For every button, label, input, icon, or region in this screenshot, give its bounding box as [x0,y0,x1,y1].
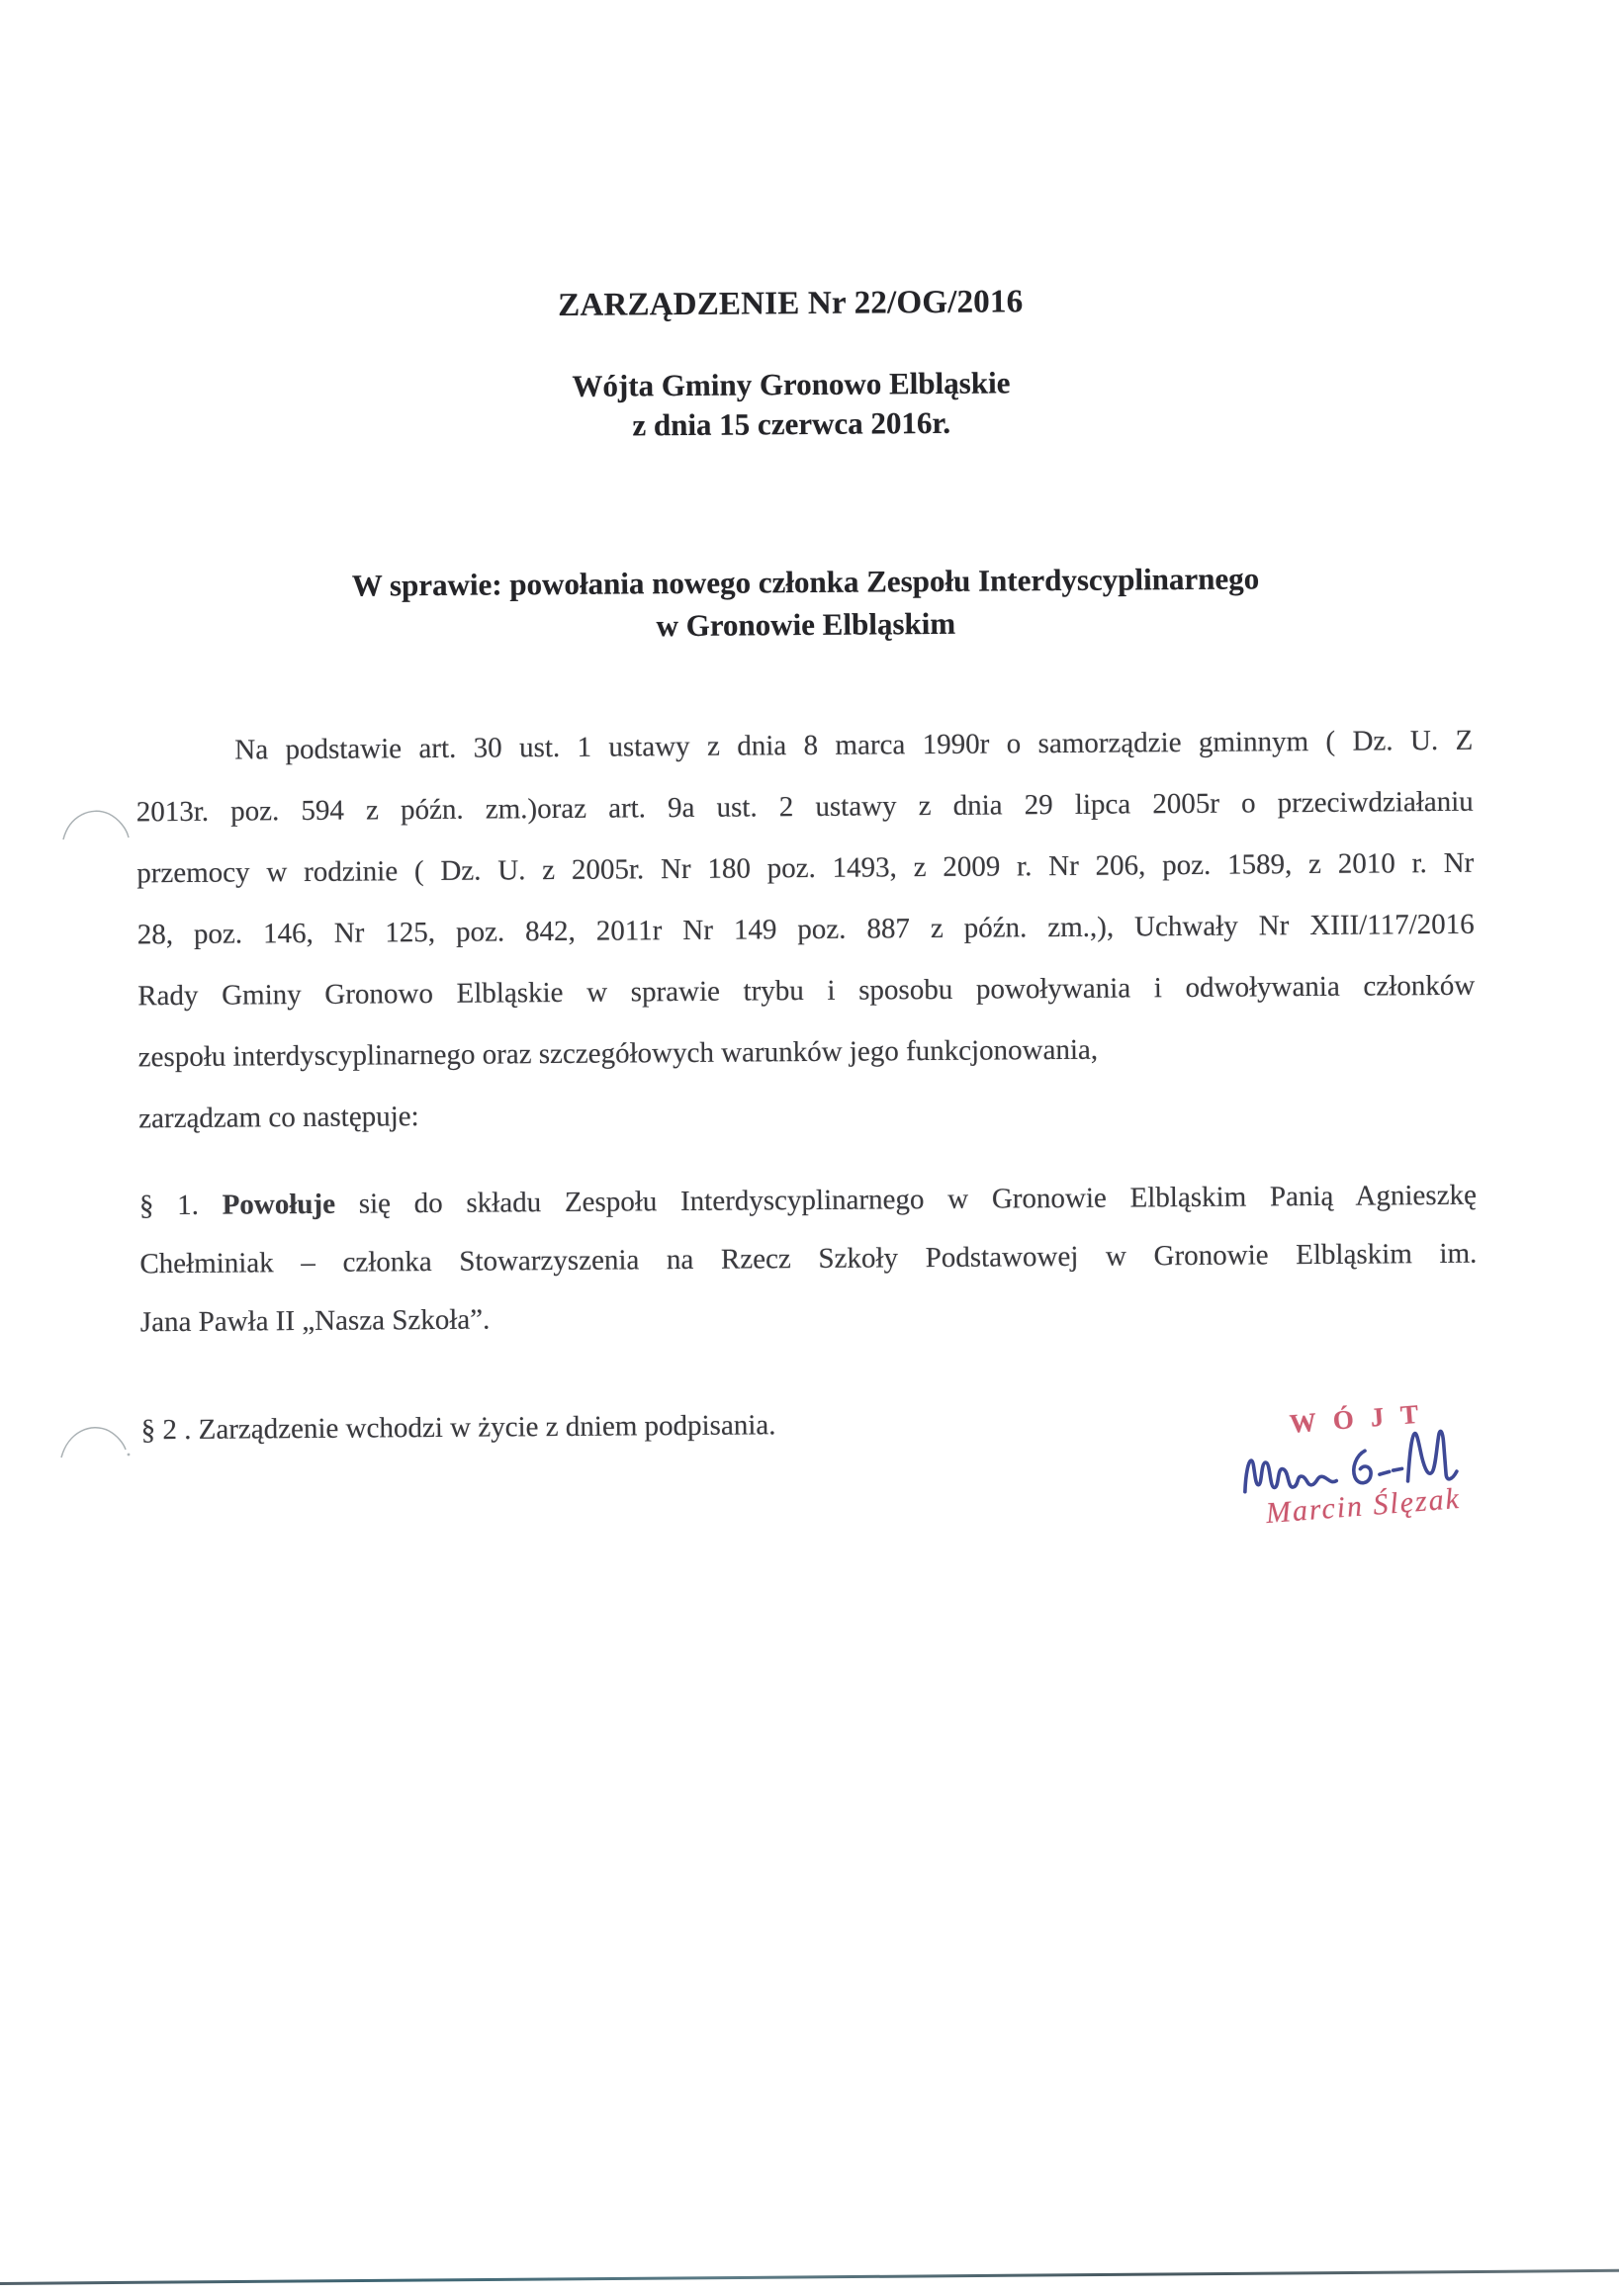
text-line [139,1225,1477,1294]
scan-arc-artifact-bottom [59,1422,135,1461]
document-title: ZARZĄDZENIE Nr 22/OG/2016 [558,284,1024,323]
text-line [135,710,1473,782]
text-segment: Chełminiak – członka Stowarzyszenia na Rzecz Szkoły Podstawowej w Gronowie Elbląskim im. [139,1237,1478,1280]
subject-line-1: W sprawie: powołania nowego członka Zespołu Interdyscyplinarnego [351,561,1260,603]
text-line [136,833,1474,905]
text-line [140,1283,1478,1353]
bold-text-segment: Powołuje [222,1188,336,1221]
scan-arc-artifact-top [61,806,133,843]
text-line [137,1016,1475,1089]
text-segment: przemocy w rodzinie ( Dz. U. z 2005r. Nr 180 poz. 1493, z 2009 r. Nr 206, poz. 1589, z 2010 r. Nr [136,846,1475,890]
text-segment: Na podstawie art. 30 ust. 1 ustawy z dnia 8 marca 1990r o samorządzie gminnym ( Dz. U. Z [234,724,1474,766]
text-segment: 2013r. poz. 594 z późn. zm.)oraz art. 9a ust. 2 ustawy z dnia 29 lipca 2005r o przeciwdziałaniu [135,785,1474,829]
stamp-office-title: WÓJT [1288,1397,1437,1439]
text-line [138,1078,1476,1150]
text-segment: zespołu interdyscyplinarnego oraz szczegółowych warunków jego funkcjonowania, [137,1033,1099,1074]
document-date: z dnia 15 czerwca 2016r. [632,404,951,443]
stamp-official-name: Marcin Ślęzak [1264,1481,1462,1531]
text-segment: zarządzam co następuje: [138,1101,419,1135]
subject-line-2: w Gronowie Elbląskim [656,605,956,644]
document-subject [0,555,1615,653]
preamble-paragraph [135,710,1476,1150]
text-segment: się do składu Zespołu Interdyscyplinarnego w Gronowie Elbląskim Panią Agnieszkę [334,1179,1478,1220]
paragraph-2-text: § 2 . Zarządzenie wchodzi w życie z dniem podpisania. [140,1409,776,1447]
text-segment: Jana Pawła II „Nasza Szkoła”. [139,1303,491,1339]
text-line [139,1167,1477,1236]
text-line [137,955,1475,1027]
text-segment: § 1. [138,1189,223,1222]
paragraph-1 [139,1167,1478,1353]
document-issuer: Wójta Gminy Gronowo Elbląskie [572,365,1011,403]
signature-stamp-block [1217,1393,1503,1534]
document-heading [0,0,1601,451]
text-line [137,894,1475,966]
text-segment: Rady Gminy Gronowo Elbląskie w sprawie trybu i sposobu powoływania i odwoływania członków [137,969,1476,1013]
text-segment: 28, poz. 146, Nr 125, poz. 842, 2011r Nr 149 poz. 887 z późn. zm.,), Uchwały Nr XIII/117/2016 [136,908,1475,951]
text-line [136,771,1474,843]
